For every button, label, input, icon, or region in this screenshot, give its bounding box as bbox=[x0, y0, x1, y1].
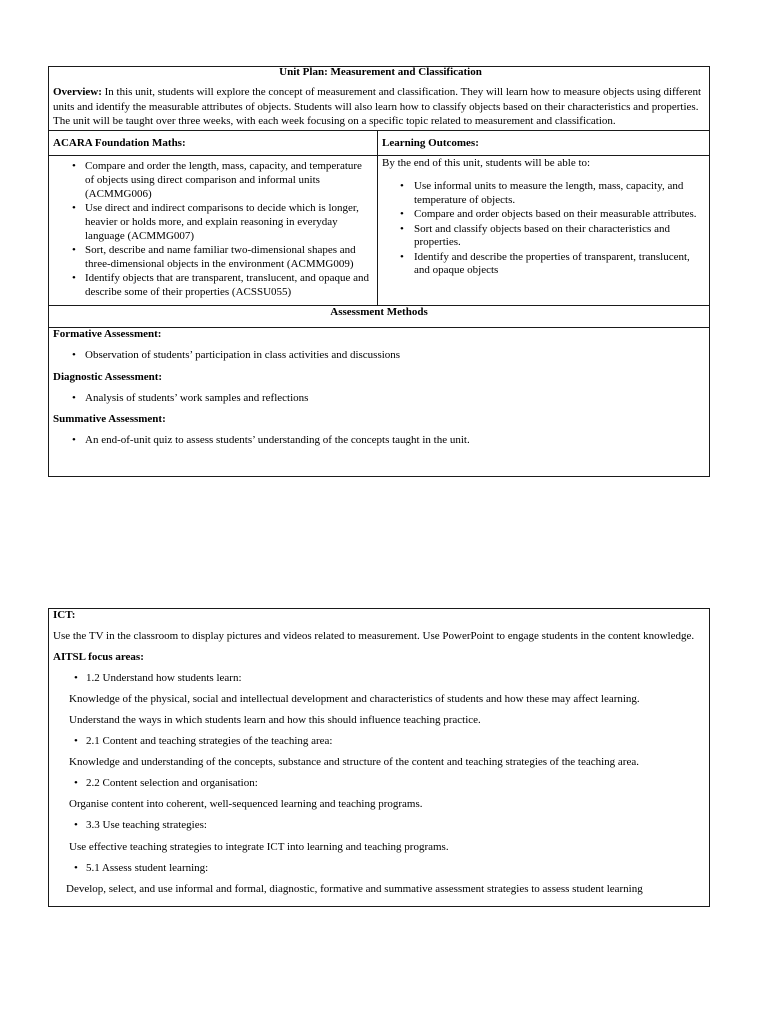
unit-plan-title: Unit Plan: Measurement and Classification bbox=[279, 66, 482, 78]
overview-paragraph bbox=[53, 85, 708, 129]
ict-text: Use the TV in the classroom to display pictures and videos related to measurement. Use PowerPoint to engage students in the content knowledge. bbox=[53, 629, 695, 642]
formative-assessment-list bbox=[85, 349, 705, 361]
learning-outcome-item: • Sort and classify objects based on their characteristics and properties. bbox=[414, 223, 704, 250]
learning-outcome-item: • Use informal units to measure the length, mass, capacity, and temperature of objects. bbox=[414, 180, 704, 207]
focus-area-description: Knowledge and understanding of the concepts, substance and structure of the content and teaching strategies of the teaching area. bbox=[69, 756, 639, 769]
focus-area-item bbox=[53, 773, 705, 815]
learning-outcomes-intro: By the end of this unit, students will be able to: bbox=[382, 157, 591, 169]
unit-plan-header-row bbox=[49, 67, 709, 131]
formative-assessment-label: Formative Assessment: bbox=[53, 328, 162, 340]
diagnostic-assessment-label: Diagnostic Assessment: bbox=[53, 370, 163, 383]
assessment-methods-row bbox=[49, 328, 709, 476]
acara-cell bbox=[49, 156, 378, 305]
assessment-item: • Analysis of students’ work samples and reflections bbox=[85, 392, 705, 404]
curriculum-header-row bbox=[49, 131, 709, 156]
assessment-heading: Assessment Methods bbox=[49, 306, 709, 328]
aitsl-heading: AITSL focus areas: bbox=[53, 650, 144, 663]
learning-outcome-item: • Identify and describe the properties of transparent, translucent, and opaque objects bbox=[414, 251, 704, 278]
focus-area-description: Use effective teaching strategies to integrate ICT into learning and teaching programs. bbox=[69, 840, 449, 853]
acara-list bbox=[85, 159, 372, 299]
acara-item: • Use direct and indirect comparisons to decide which is longer, heavier or holds more, and explain reasoning in everyday language (ACMMG007) bbox=[85, 201, 372, 243]
ict-aitsl-content bbox=[53, 605, 705, 900]
acara-item: • Sort, describe and name familiar two-dimensional shapes and three-dimensional objects in the environment (ACMMG009) bbox=[85, 243, 372, 271]
aitsl-focus-list bbox=[53, 668, 705, 900]
diagnostic-assessment-list bbox=[85, 392, 705, 404]
acara-heading: ACARA Foundation Maths: bbox=[49, 131, 378, 155]
focus-area-description: Knowledge of the physical, social and intellectual development and characteristics of students and how these may affect learning. bbox=[69, 692, 640, 705]
curriculum-content-row bbox=[49, 156, 709, 306]
assessment-item: • Observation of students’ participation in class activities and discussions bbox=[85, 349, 705, 361]
focus-area-title: • 5.1 Assess student learning: bbox=[86, 858, 705, 879]
summative-assessment-label: Summative Assessment: bbox=[53, 413, 166, 426]
focus-area-title: • 3.3 Use teaching strategies: bbox=[86, 815, 705, 836]
learning-outcomes-cell bbox=[378, 156, 709, 305]
unit-plan-table bbox=[48, 66, 710, 477]
focus-area-description: Develop, select, and use informal and formal, diagnostic, formative and summative assessment strategies to assess student learning bbox=[66, 882, 643, 895]
ict-aitsl-box bbox=[48, 608, 710, 907]
focus-area-description: Understand the ways in which students learn and how this should influence teaching practice. bbox=[69, 713, 481, 726]
ict-heading: ICT: bbox=[53, 608, 76, 621]
learning-outcome-item: • Compare and order objects based on their measurable attributes. bbox=[414, 208, 704, 222]
focus-area-item bbox=[53, 668, 705, 731]
overview-text: In this unit, students will explore the concept of measurement and classification. They will learn how to measure objects using different units and identify the measurable attributes of objects. Students will also learn how to classify objects based on their characteristics and properties. The unit will be taught over three weeks, with each week focusing on a specific topic related to measurement and classification. bbox=[53, 86, 702, 127]
focus-area-title: • 2.1 Content and teaching strategies of the teaching area: bbox=[86, 731, 705, 752]
focus-area-item bbox=[53, 731, 705, 773]
learning-outcomes-heading: Learning Outcomes: bbox=[382, 137, 479, 149]
focus-area-item bbox=[53, 858, 705, 900]
focus-area-title: • 2.2 Content selection and organisation: bbox=[86, 773, 705, 794]
acara-item: • Compare and order the length, mass, capacity, and temperature of objects using direct comparison and informal units (ACMMG006) bbox=[85, 159, 372, 201]
focus-area-description: Organise content into coherent, well-sequenced learning and teaching programs. bbox=[69, 798, 423, 811]
learning-outcomes-list bbox=[414, 180, 704, 278]
focus-area-item bbox=[53, 815, 705, 857]
overview-label: Overview: bbox=[53, 86, 102, 98]
assessment-item: • An end-of-unit quiz to assess students’ understanding of the concepts taught in the unit. bbox=[85, 434, 705, 446]
acara-item: • Identify objects that are transparent, translucent, and opaque and describe some of their properties (ACSSU055) bbox=[85, 271, 372, 299]
focus-area-title: • 1.2 Understand how students learn: bbox=[86, 668, 705, 689]
summative-assessment-list bbox=[85, 434, 705, 446]
